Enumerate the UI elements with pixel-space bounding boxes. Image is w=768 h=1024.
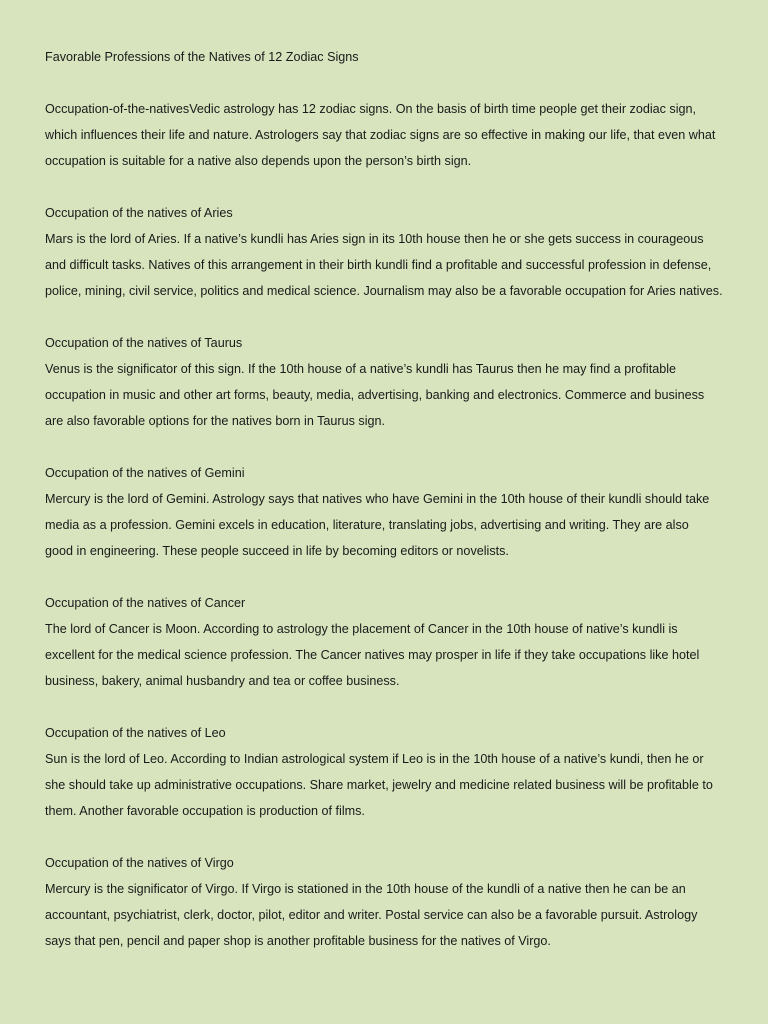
section-paragraph — [45, 486, 728, 564]
paragraph-line: excellent for the medical science profession. The Cancer natives may prosper in life if they take occupations like hotel — [45, 648, 700, 662]
paragraph-line: them. Another favorable occupation is production of films. — [45, 804, 365, 818]
section-paragraph — [45, 226, 728, 304]
paragraph-line: and difficult tasks. Natives of this arrangement in their birth kundli find a profitable and successful profession in defense, — [45, 258, 712, 272]
section-heading: Occupation of the natives of Gemini — [45, 466, 245, 480]
section-heading: Occupation of the natives of Aries — [45, 206, 233, 220]
section-paragraph — [45, 356, 728, 434]
paragraph-line: she should take up administrative occupations. Share market, jewelry and medicine related business will be profitable to — [45, 778, 713, 792]
paragraph-line: occupation is suitable for a native also depends upon the person’s birth sign. — [45, 154, 472, 168]
paragraph-line: accountant, psychiatrist, clerk, doctor, pilot, editor and writer. Postal service can also be a favorable pursuit. Astrology — [45, 908, 698, 922]
section-heading: Occupation of the natives of Virgo — [45, 856, 234, 870]
paragraph-line: good in engineering. These people succeed in life by becoming editors or novelists. — [45, 544, 509, 558]
paragraph-line: says that pen, pencil and paper shop is another profitable business for the natives of Virgo. — [45, 934, 551, 948]
section-heading: Occupation of the natives of Leo — [45, 726, 226, 740]
section-heading: Occupation of the natives of Cancer — [45, 596, 246, 610]
intro-section — [45, 96, 728, 174]
section-virgo — [45, 850, 728, 954]
paragraph-line: occupation in music and other art forms, beauty, media, advertising, banking and electronics. Commerce and business — [45, 388, 705, 402]
section-taurus — [45, 330, 728, 434]
section-paragraph — [45, 876, 728, 954]
section-paragraph — [45, 746, 728, 824]
paragraph-line: are also favorable options for the natives born in Taurus sign. — [45, 414, 385, 428]
section-aries — [45, 200, 728, 304]
paragraph-line: media as a profession. Gemini excels in education, literature, translating jobs, advertising and writing. They are also — [45, 518, 689, 532]
section-paragraph — [45, 616, 728, 694]
paragraph-line: which influences their life and nature. Astrologers say that zodiac signs are so effective in making our life, that even what — [45, 128, 716, 142]
section-heading: Occupation of the natives of Taurus — [45, 336, 243, 350]
intro-paragraph — [45, 96, 728, 174]
paragraph-line: business, bakery, animal husbandry and tea or coffee business. — [45, 674, 400, 688]
paragraph-line: police, mining, civil service, politics and medical science. Journalism may also be a favorable occupation for Aries natives. — [45, 284, 723, 298]
paragraph-line: Mercury is the significator of Virgo. If Virgo is stationed in the 10th house of the kundli of a native then he can be an — [45, 882, 686, 896]
paragraph-line: Venus is the significator of this sign. If the 10th house of a native’s kundli has Taurus then he may find a profitable — [45, 362, 677, 376]
section-leo — [45, 720, 728, 824]
paragraph-line: The lord of Cancer is Moon. According to astrology the placement of Cancer in the 10th house of native’s kundli is — [45, 622, 678, 636]
paragraph-line: Mars is the lord of Aries. If a native’s kundli has Aries sign in its 10th house then he or she gets success in courageous — [45, 232, 704, 246]
document-title: Favorable Professions of the Natives of 12 Zodiac Signs — [45, 50, 359, 64]
paragraph-line: Sun is the lord of Leo. According to Indian astrological system if Leo is in the 10th house of a native’s kundi, then he or — [45, 752, 704, 766]
paragraph-line: Occupation-of-the-nativesVedic astrology has 12 zodiac signs. On the basis of birth time people get their zodiac sign, — [45, 102, 697, 116]
section-cancer — [45, 590, 728, 694]
paragraph-line: Mercury is the lord of Gemini. Astrology says that natives who have Gemini in the 10th house of their kundli should take — [45, 492, 710, 506]
section-gemini — [45, 460, 728, 564]
